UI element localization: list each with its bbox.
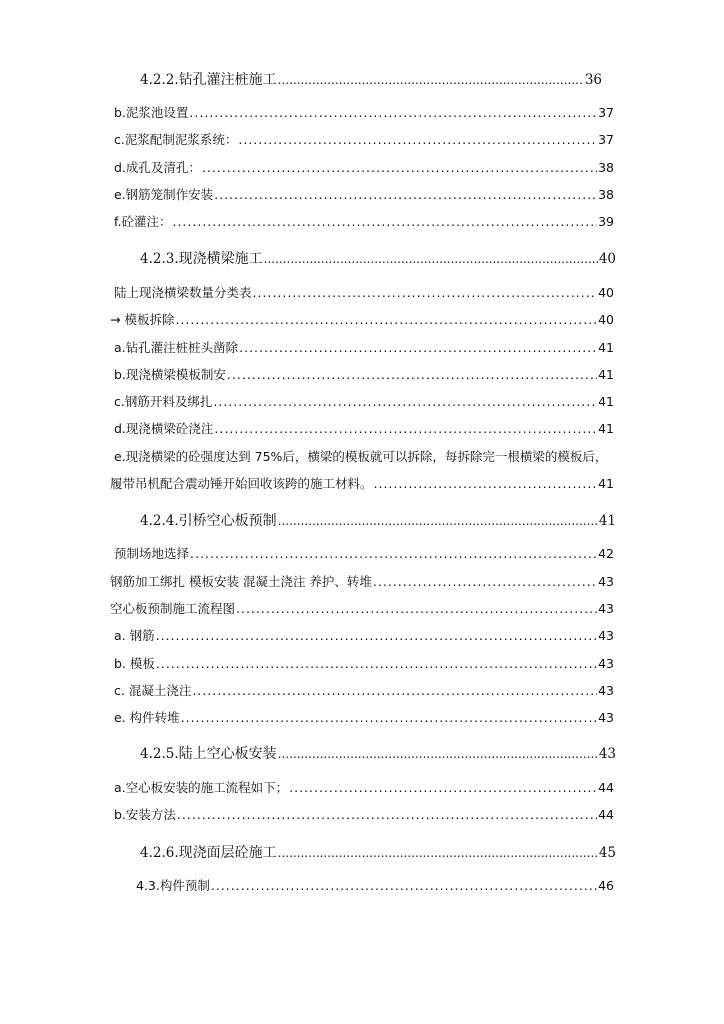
toc-entry[interactable]	[114, 546, 614, 562]
toc-leader-dots	[211, 878, 597, 894]
toc-entry-text: c. 混凝土浇注	[114, 683, 192, 698]
toc-entry[interactable]	[114, 340, 614, 356]
toc-entry[interactable]	[114, 710, 614, 726]
toc-entry[interactable]	[114, 187, 614, 203]
toc-entry-text: c.泥浆配制泥浆系统：	[114, 132, 238, 147]
toc-leader-dots	[278, 513, 598, 529]
toc-entry-text: 钻孔灌注桩施工	[178, 72, 277, 88]
toc-entry[interactable]	[114, 421, 614, 437]
toc-leader-dots	[238, 132, 597, 148]
toc-page-number: 41	[598, 340, 614, 355]
toc-leader-dots	[189, 105, 597, 121]
toc-entry[interactable]	[114, 628, 614, 644]
toc-entry[interactable]	[110, 312, 614, 328]
toc-entry-text: 预制场地选择	[114, 546, 190, 561]
toc-entry-text: d.成孔及清孔：	[114, 160, 201, 175]
toc-entry-text: e. 构件转堆	[114, 710, 180, 725]
toc-leader-dots	[172, 214, 597, 230]
toc-leader-dots	[278, 72, 584, 88]
toc-leader-dots	[213, 394, 597, 410]
toc-page-number: 45	[598, 845, 616, 861]
toc-page-number: 37	[598, 132, 614, 147]
toc-leader-dots	[202, 160, 597, 176]
toc-entry-text: → 模板拆除	[110, 312, 175, 327]
toc-entry-4-3[interactable]	[136, 878, 614, 894]
toc-entry-text: e.钢筋笼制作安装	[114, 187, 214, 202]
toc-entry[interactable]	[110, 476, 614, 492]
toc-page-number: 38	[598, 187, 614, 202]
toc-page-number: 41	[598, 367, 614, 382]
toc-leader-dots	[239, 340, 597, 356]
toc-leader-dots	[278, 746, 598, 762]
toc-leader-dots	[373, 574, 597, 590]
toc-leader-dots	[175, 312, 597, 328]
toc-entry-text: 履带吊机配合震动锤开始回收该跨的施工材料。	[110, 476, 373, 491]
toc-entry-text: f.砼灌注：	[114, 214, 172, 229]
toc-entry-text: 陆上空心板安装	[178, 746, 277, 762]
toc-page-number: 37	[598, 105, 614, 120]
toc-entry-4-2-6[interactable]	[140, 845, 616, 861]
toc-entry-number: 4.2.4.	[140, 513, 179, 529]
toc-leader-dots	[278, 845, 598, 861]
toc-entry-text: 空心板预制施工流程图	[110, 601, 236, 616]
toc-entry-text: a.空心板安装的施工流程如下；	[114, 780, 289, 795]
toc-entry[interactable]	[114, 285, 614, 301]
toc-page-number: 40	[598, 251, 616, 267]
toc-entry-text: a. 钢筋	[114, 628, 155, 643]
toc-entry-text: b.安装方法	[114, 807, 176, 822]
toc-entry-text: a.钻孔灌注桩桩头凿除	[114, 340, 239, 355]
toc-entry[interactable]	[114, 807, 614, 823]
toc-page-number: 42	[598, 546, 614, 561]
toc-entry-text: b. 模板	[114, 656, 155, 671]
toc-page-number: 43	[598, 656, 614, 671]
toc-entry-4-2-4[interactable]	[140, 513, 616, 529]
toc-leader-dots	[289, 780, 597, 796]
toc-entry-wrapped-first-line[interactable]	[114, 449, 630, 465]
toc-entry[interactable]	[114, 105, 614, 121]
toc-entry-text: b.现浇横梁模板制安	[114, 367, 226, 382]
toc-page-number: 44	[598, 780, 614, 795]
toc-page-number: 41	[598, 513, 616, 529]
toc-entry-text: c.钢筋开料及绑扎	[114, 394, 213, 409]
toc-page-number: 46	[598, 878, 614, 893]
toc-entry[interactable]	[114, 683, 614, 699]
toc-leader-dots	[227, 367, 597, 383]
toc-entry-number: 4.2.3.	[140, 251, 179, 267]
toc-entry-number: 4.2.2.	[140, 72, 179, 88]
toc-leader-dots	[190, 546, 597, 562]
toc-leader-dots	[156, 628, 597, 644]
toc-leader-dots	[156, 656, 597, 672]
toc-page-number: 43	[598, 574, 614, 589]
toc-entry-4-2-2[interactable]	[140, 72, 602, 88]
toc-page-number: 39	[598, 214, 614, 229]
toc-entry-4-2-3[interactable]	[140, 251, 616, 267]
toc-entry-text: b.泥浆池设置	[114, 105, 189, 120]
toc-leader-dots	[253, 285, 598, 301]
toc-leader-dots	[192, 683, 597, 699]
toc-entry-text: 现浇面层砼施工	[178, 845, 277, 861]
toc-page-number: 43	[598, 628, 614, 643]
toc-leader-dots	[214, 187, 597, 203]
toc-page-number: 38	[598, 160, 614, 175]
toc-page-number: 43	[598, 710, 614, 725]
toc-entry-text: 钢筋加工绑扎 模板安装 混凝土浇注 养护、转堆	[110, 574, 372, 589]
toc-page-number: 43	[598, 683, 614, 698]
toc-entry[interactable]	[114, 132, 614, 148]
toc-entry[interactable]	[114, 394, 614, 410]
toc-page-number: 43	[598, 746, 616, 762]
toc-page-number: 41	[598, 476, 614, 491]
toc-entry[interactable]	[114, 780, 614, 796]
toc-entry-text: 4.3.构件预制	[136, 878, 210, 893]
toc-entry-text: e.现浇横梁的砼强度达到 75%后，横梁的模板就可以拆除，每拆除完一根横梁的模板后，	[114, 449, 608, 464]
toc-leader-dots	[214, 421, 597, 437]
toc-entry-4-2-5[interactable]	[140, 746, 616, 762]
toc-entry[interactable]	[110, 601, 614, 617]
toc-page-number: 36	[584, 72, 602, 88]
toc-leader-dots	[236, 601, 597, 617]
toc-leader-dots	[177, 807, 597, 823]
toc-entry-text: 陆上现浇横梁数量分类表	[114, 285, 252, 300]
toc-leader-dots	[181, 710, 597, 726]
toc-entry[interactable]	[114, 160, 614, 176]
toc-entry[interactable]	[114, 656, 614, 672]
toc-entry-number: 4.2.6.	[140, 845, 179, 861]
toc-page-number: 40	[598, 285, 614, 300]
toc-entry[interactable]	[110, 574, 614, 590]
toc-page-number: 40	[598, 312, 614, 327]
toc-entry-text: d.现浇横梁砼浇注	[114, 421, 214, 436]
toc-entry[interactable]	[114, 367, 614, 383]
toc-page-number: 41	[598, 394, 614, 409]
toc-page-number: 43	[598, 601, 614, 616]
toc-leader-dots	[264, 251, 598, 267]
toc-entry-text: 现浇横梁施工	[178, 251, 263, 267]
toc-entry-number: 4.2.5.	[140, 746, 179, 762]
toc-leader-dots	[374, 476, 598, 492]
toc-page-number: 41	[598, 421, 614, 436]
toc-entry[interactable]	[114, 214, 614, 230]
toc-page-number: 44	[598, 807, 614, 822]
toc-entry-text: 引桥空心板预制	[178, 513, 277, 529]
